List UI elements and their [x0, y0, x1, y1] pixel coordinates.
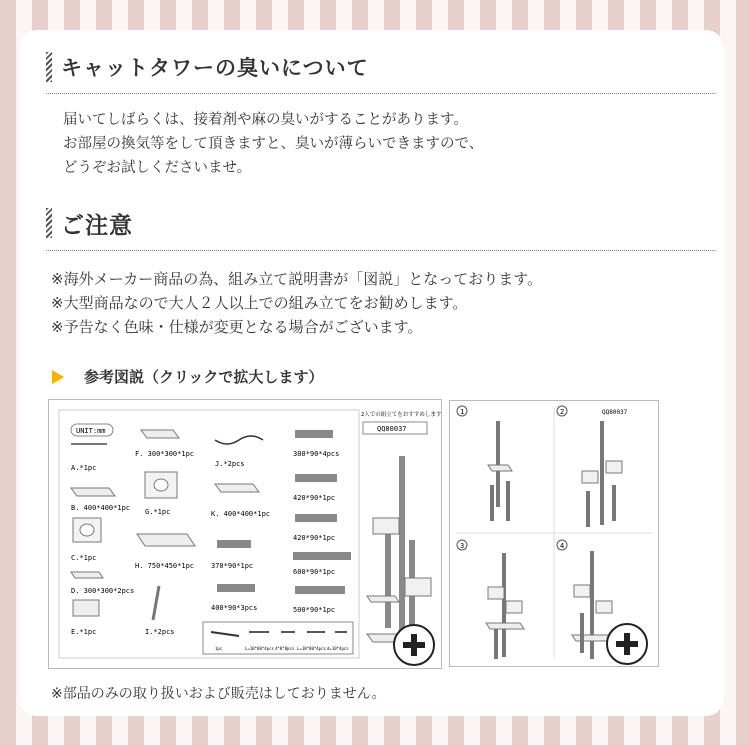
hardware-label: L=10*80*4pcs: [245, 646, 274, 651]
zoom-plus-icon[interactable]: [606, 623, 648, 665]
heading-bar-icon: [46, 52, 52, 82]
hardware-label: d=10*4pcs: [327, 646, 349, 651]
part-label: G.*1pc: [145, 508, 171, 516]
part-label: F. 300*300*1pc: [135, 450, 195, 458]
part-label: K. 400*400*1pc: [211, 510, 271, 518]
part-label: 600*90*1pc: [293, 568, 336, 576]
step-number: 2: [560, 408, 565, 416]
triangle-bullet-icon: [52, 370, 64, 384]
divider: [46, 250, 715, 251]
part-label: J.*2pcs: [215, 460, 245, 468]
odor-section-header: [46, 50, 369, 84]
odor-text: [63, 108, 483, 180]
step-number: 3: [460, 542, 465, 550]
part-label: 400*90*3pcs: [211, 604, 258, 612]
caution-note: ※予告なく色味・仕様が変更となる場合がございます。: [51, 318, 423, 336]
part-label: H. 750*450*1pc: [135, 562, 195, 570]
odor-line: 届いてしばらくは、接着剤や麻の臭いがすることがあります。: [63, 112, 468, 128]
part-label: 420*90*1pc: [293, 534, 336, 542]
step-number: 4: [560, 542, 565, 550]
part-label: A.*1pc: [71, 464, 97, 472]
part-label: I.*2pcs: [145, 628, 175, 636]
part-label: B. 400*400*1pc: [71, 504, 131, 512]
part-label: D. 300*300*2pcs: [71, 587, 135, 595]
odor-line: どうぞお試しくださいませ。: [63, 160, 252, 176]
steps-diagram-image[interactable]: [449, 400, 659, 667]
parts-diagram-illustration: [49, 400, 441, 668]
step-number: 1: [460, 408, 465, 416]
caution-notes: [51, 267, 542, 339]
unit-label: UNIT:mm: [76, 427, 106, 435]
footer-note: ※部品のみの取り扱いおよび販売はしておりません。: [51, 686, 386, 702]
model-number: QQ80037: [377, 425, 407, 433]
hardware-label: 4*8*8pcs: [275, 646, 295, 651]
assembly-note: 2人での組立てをおすすめします。: [361, 412, 441, 418]
zoom-plus-icon[interactable]: [393, 624, 435, 666]
caution-note: ※海外メーカー商品の為、組み立て説明書が「図説」となっております。: [51, 270, 543, 288]
model-number: QQ80037: [602, 409, 628, 416]
part-label: 370*90*1pc: [211, 562, 254, 570]
odor-title: キャットタワーの臭いについて: [61, 56, 369, 80]
reference-header: [52, 366, 323, 387]
caution-note: ※大型商品なので大人２人以上での組み立てをお勧めします。: [51, 294, 468, 312]
part-label: C.*1pc: [71, 554, 97, 562]
odor-line: お部屋の換気等をして頂きますと、臭いが薄らいできますので、: [63, 136, 484, 152]
caution-title: ご注意: [61, 212, 133, 239]
hardware-label: 1pc: [215, 646, 223, 651]
part-label: 420*90*1pc: [293, 494, 336, 502]
caution-section-header: [46, 206, 133, 240]
part-label: 500*90*1pc: [293, 606, 336, 614]
parts-diagram-image[interactable]: [48, 399, 442, 669]
divider: [46, 93, 715, 94]
hardware-label: L=10*80*4pcs: [297, 646, 326, 651]
heading-bar-icon: [46, 208, 52, 238]
part-label: 300*90*4pcs: [293, 450, 340, 458]
part-label: E.*1pc: [71, 628, 97, 636]
reference-label: 参考図説（クリックで拡大します）: [84, 368, 324, 386]
content-card: [19, 30, 724, 716]
